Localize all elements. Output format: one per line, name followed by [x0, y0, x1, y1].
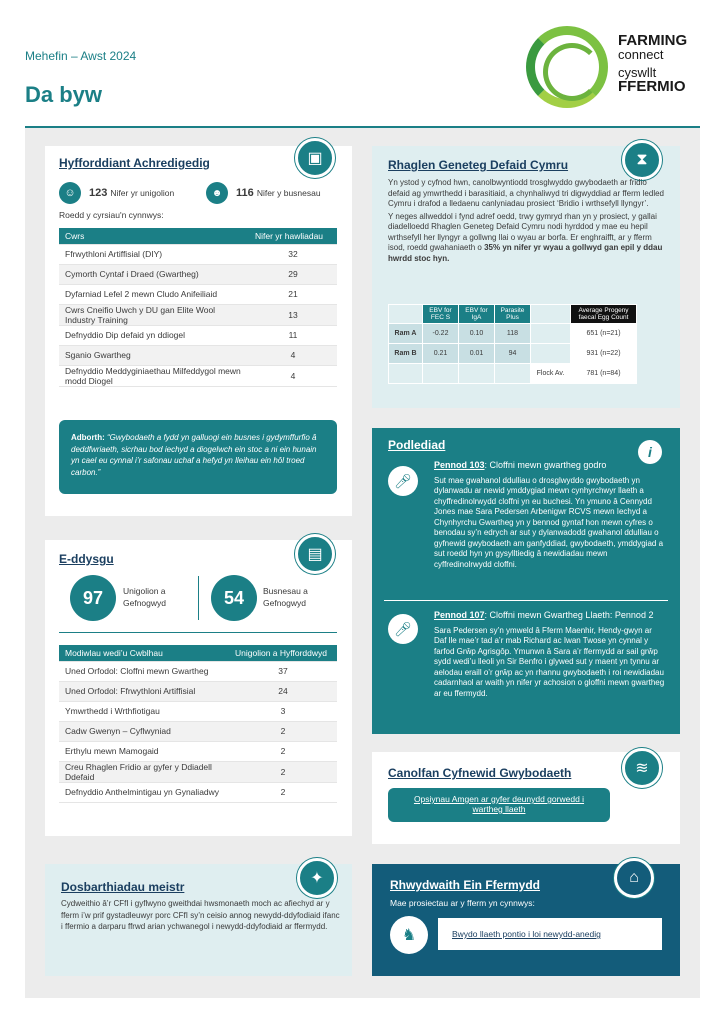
table-row [59, 761, 337, 782]
col-modules: Modiwlau wedi’u Cwblhau [59, 645, 229, 661]
cell-label: Cadw Gwenyn – Cyflwyniad [59, 721, 229, 741]
kec-link-button[interactable]: Opsiynau Amgen ar gyfer deunydd gorwedd i wartheg llaeth [388, 788, 610, 822]
screen-icon: ▤ [295, 534, 335, 574]
network-project-link[interactable]: Bwydo llaeth pontio i loi newydd-anedig [438, 918, 662, 950]
cell-label: Sganio Gwartheg [59, 345, 249, 365]
col-ebv-fecs: EBV for FEC S [423, 305, 459, 324]
cell-label: Uned Orfodol: Ffrwythloni Artiffisial [59, 681, 229, 701]
cell-label: Defnyddio Meddyginiaethau Milfeddygol mewn modd Diogel [59, 365, 249, 386]
network-intro: Mae prosiectau ar y fferm yn cynnwys: [390, 898, 535, 908]
individuals-count: 97 [70, 575, 116, 621]
logo-line1: FARMING [618, 32, 688, 49]
elearning-title: E-ddysgu [59, 552, 114, 566]
cell-value: 2 [229, 761, 337, 782]
cell-label: Creu Rhaglen Fridio ar gyfer y Ddiadell Ddefaid [59, 761, 229, 782]
cell-value: 37 [229, 661, 337, 681]
genetics-title: Rhaglen Geneteg Defaid Cymru [388, 158, 569, 172]
table-row [59, 345, 337, 365]
cell-value: 931 (n=22) [571, 344, 637, 364]
episode-107-link[interactable]: Pennod 107 [434, 610, 485, 620]
individuals-stat: 123 Nifer yr unigolion [89, 187, 175, 199]
logo [618, 34, 687, 94]
masters-text: Cydweithio â’r CFfI i gyflwyno gweithdai hwsmonaeth moch ac afiechyd ar y fferm i’w prif gystadleuwyr porc CFfI sy’n ceisio annog newydd-ddyfodiaid ifanc i ffermio a darparu ffrwd arian ychwanegol i newydd-ddyfodiaid ar ffermydd. [61, 899, 340, 931]
col-course: Cwrs [59, 228, 249, 244]
table-row [59, 264, 337, 284]
cell-value: 651 (n=21) [571, 324, 637, 344]
col-claims: Nifer yr hawliadau [249, 228, 337, 244]
courses-table [59, 228, 337, 387]
table-row [59, 782, 337, 802]
table-row [59, 741, 337, 761]
individuals-label: Unigolion a Gefnogwyd [123, 586, 166, 608]
flock-value: 781 (n=84) [571, 364, 637, 384]
cell-label: Ram B [389, 344, 423, 364]
cell-value: 4 [249, 365, 337, 386]
cell-value: 4 [249, 345, 337, 365]
cell-value: 29 [249, 264, 337, 284]
episode-103-text: Sut mae gwahanol ddulliau o drosglwyddo gwybodaeth yn dylanwadu ar newid ymddygiad mewn cynhyrchwyr llaeth a chyffredinolrwydd cloffni yn eu buchesi. Yn ymuno â Cennydd Jones mae Sara Pedersen Arbenigwr RCVS mewn Iechyd a Chynhyrchu Gwartheg yn y bennod gyntaf hon mewn cyfres o benodau sy’n edrych ar sut y dylanwadodd gwahanol ddulliau o gyfnewid gwybodaeth am ganfyddiad, gwybodaeth, ymddygiad a sut roedd hyn yn gysylltiedig â newidiadau mewn cyffredinolrwydd cloffni. [434, 475, 664, 569]
layers-icon: ≋ [622, 748, 662, 788]
group-icon: ☻ [206, 182, 228, 204]
col-progeny-fec: Average Progeny faecal Egg Count [571, 305, 637, 324]
cell-label: Cymorth Cyntaf i Draed (Gwartheg) [59, 264, 249, 284]
episode-107-text: Sara Pedersen sy’n ymweld â Fferm Maenhir, Hendy-gwyn ar Daf lle mae’r tad a’r mab Richard ac Iwan Twose yn cynnal y farfod Grŵp Agrisgôp. Ymunwn â Sara a’r ffermydd ar sail grŵp sydd wedi’u lleoli yn Sir Benfro i glywed sut y maent yn tynnu ar aelodau eraill o’r grŵp ac yn rhannu gwybodaeth i roi newidiadau cadarnhaol ar waith yn nifer yr achosion o gloffni mewn gwartheg ar eu ffermydd. [434, 625, 665, 698]
table-row [59, 304, 337, 325]
cell-label: Erthylu mewn Mamogaid [59, 741, 229, 761]
episode-107-subtitle: : Cloffni mewn Gwartheg Llaeth: Pennod 2 [484, 610, 654, 620]
cell-label: Defnyddio Dip defaid yn ddiogel [59, 325, 249, 345]
table-row [389, 324, 637, 344]
table-row [59, 721, 337, 741]
cell-value: 13 [249, 304, 337, 325]
courses-intro: Roedd y cyrsiau'n cynnwys: [59, 210, 164, 220]
kec-card [372, 752, 680, 844]
table-row [59, 325, 337, 345]
cell-value: 11 [249, 325, 337, 345]
cell-label: Ram A [389, 324, 423, 344]
table-row [59, 284, 337, 304]
cell-label: Uned Orfodol: Cloffni mewn Gwartheg [59, 661, 229, 681]
cell-value: 94 [495, 344, 531, 364]
cell-label: Defnyddio Anthelmintigau yn Gynaliadwy [59, 782, 229, 802]
page-title: Da byw [25, 82, 103, 107]
businesses-stat: 116 Nifer y busnesau [236, 187, 321, 199]
col-ebv-iga: EBV for IgA [459, 305, 495, 324]
kec-title: Canolfan Cyfnewid Gwybodaeth [388, 766, 572, 780]
cell-value: -0.22 [423, 324, 459, 344]
person-icon: ☺ [59, 182, 81, 204]
table-row [59, 701, 337, 721]
cell-value: 0.01 [459, 344, 495, 364]
cell-value: 24 [229, 681, 337, 701]
businesses-label: Busnesau a Gefnogwyd [263, 586, 308, 608]
info-icon: i [638, 440, 662, 464]
cell-value: 0.10 [459, 324, 495, 344]
cell-value: 32 [249, 244, 337, 264]
elearning-card [45, 540, 352, 836]
cell-label: Ffrwythloni Artiffisial (DIY) [59, 244, 249, 264]
genetics-para2: Y neges allweddol i fynd adref oedd, trwy gymryd rhan yn y prosiect, y gallai diadelloedd Rhaglen Geneteg Defaid Cymru nodi hyrddod y mae eu hepil wrthsefyll her llyngyr a gollwng llai o wyau ar borfa. Er enghraifft, ar y fferm isod, roedd gwahaniaeth o 35% yn nifer yr wyau a gollwyd gan epil y ddau hwrdd stoc hyn. [388, 211, 663, 263]
cell-label: Cwrs Cneifio Uwch y DU gan Elite Wool Industry Training [59, 304, 249, 325]
table-row [59, 244, 337, 264]
dna-icon: ⧗ [622, 140, 662, 180]
date-range: Mehefin – Awst 2024 [25, 49, 137, 63]
podcast-title: Podlediad [388, 438, 446, 452]
cell-value: 0.21 [423, 344, 459, 364]
wales-map-icon: ⌂ [614, 858, 654, 898]
table-row [59, 365, 337, 386]
cell-value: 118 [495, 324, 531, 344]
genetics-table [388, 304, 637, 384]
accredited-card [45, 146, 352, 516]
logo-line3: cyswllt [618, 65, 657, 80]
businesses-count: 54 [211, 575, 257, 621]
award-icon: ✦ [297, 858, 337, 898]
feedback-quote: Adborth: “Gwybodaeth a fydd yn galluogi ein busnes i gydymffurfio â deddfwriaeth, sicrhau bod iechyd a diogelwch ein stoc a ni ein hunain yn cael eu cynnal i’r safonau uchaf a hefyd yn lleihau ein hôl troed carbon.” [59, 420, 337, 494]
cow-icon: ♞ [390, 916, 428, 954]
masters-card [45, 864, 352, 976]
modules-table [59, 645, 337, 803]
network-card [372, 864, 680, 976]
network-title: Rhwydwaith Ein Ffermydd [390, 878, 541, 892]
microphone-icon: 🎤︎ [388, 614, 418, 644]
logo-icon [526, 26, 608, 108]
table-row [59, 661, 337, 681]
cell-value: 21 [249, 284, 337, 304]
podcast-card [372, 428, 680, 734]
flock-label: Flock Av. [531, 364, 571, 384]
cell-value: 2 [229, 782, 337, 802]
logo-line4: FFERMIO [618, 78, 686, 95]
cell-value: 3 [229, 701, 337, 721]
cell-label: Dyfarniad Lefel 2 mewn Cludo Anifeiliaid [59, 284, 249, 304]
col-trained: Unigolion a Hyfforddwyd [229, 645, 337, 661]
genetics-para1: Yn ystod y cyfnod hwn, canolbwyntiodd trosglwyddo gwybodaeth ar fridio defaid ag ymwrthedd i barasitiaid, a chynhaliwyd tri digwyddiad ar fferm ledled Cymru i drafod a lledaenu canlyniadau prosiect ‘Bridio i wrthsefyll llyngyr’. [388, 178, 664, 208]
genetics-card [372, 146, 680, 408]
table-row [59, 681, 337, 701]
cell-value: 2 [229, 721, 337, 741]
col-parasite-plus: Parasite Plus [495, 305, 531, 324]
logo-line2: connect [618, 47, 664, 62]
accredited-title: Hyfforddiant Achredigedig [59, 156, 210, 170]
table-row [389, 344, 637, 364]
microphone-icon: 🎤︎ [388, 466, 418, 496]
certificate-icon: ▣ [295, 138, 335, 178]
episode-103-subtitle: : Cloffni mewn gwartheg godro [484, 460, 607, 470]
cell-value: 2 [229, 741, 337, 761]
episode-103-link[interactable]: Pennod 103 [434, 460, 485, 470]
cell-label: Ymwrthedd i Wrthfiotigau [59, 701, 229, 721]
masters-title: Dosbarthiadau meistr [61, 880, 185, 894]
